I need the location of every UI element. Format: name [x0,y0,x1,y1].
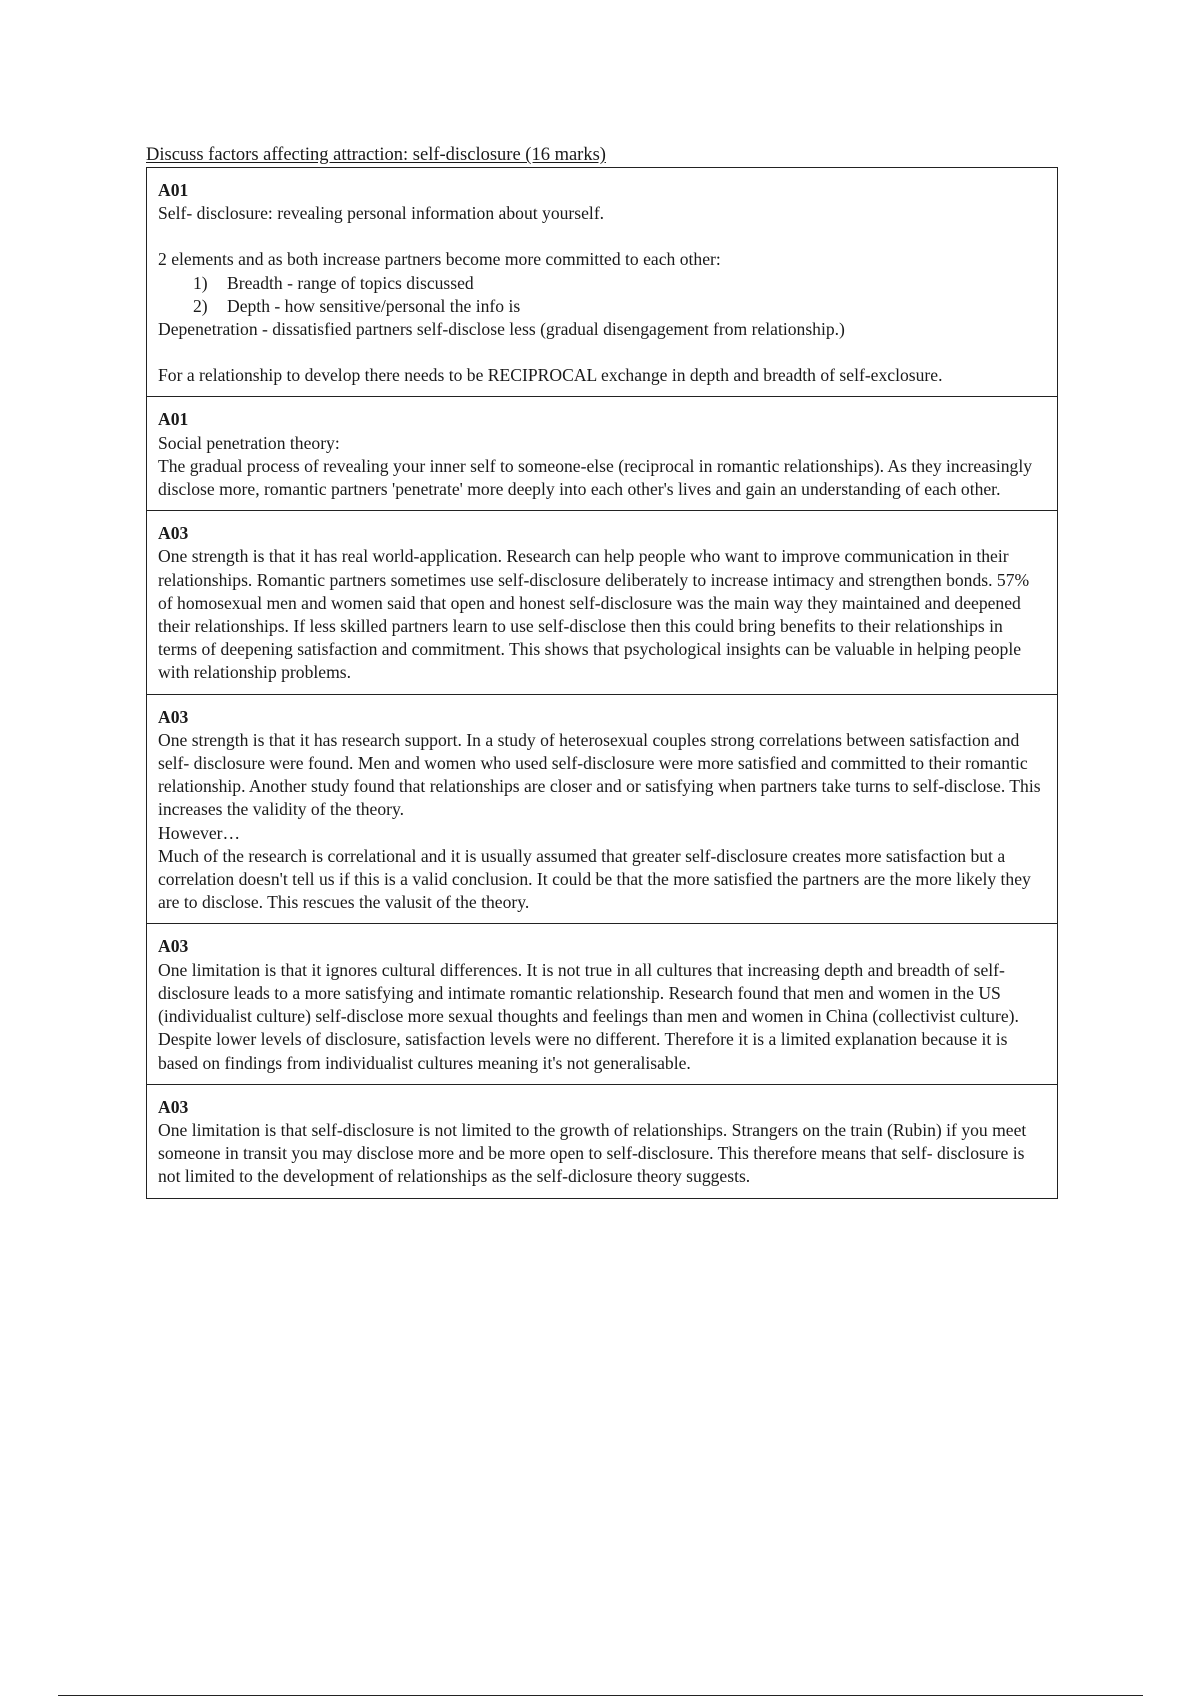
assessment-objective-heading: A03 [158,706,189,727]
list-item-text: Breadth - range of topics discussed [227,272,474,293]
evaluation-text: One limitation is that it ignores cultural differences. It is not true in all cultures that increasing depth and breadth of self-disclosure leads to a more satisfying and intimate romantic relationship. Research found that men and women in the US (individualist culture) self-disclose more sexual thoughts and feelings than men and women in China (collectivist culture). Despite lower levels of disclosure, satisfaction levels were no different. Therefore it is a limited explanation because it is based on findings from individualist cultures meaning it's not generalisable. [158,959,1019,1073]
list-number: 2) [193,295,208,316]
table-row [147,924,1058,1084]
spacer [158,225,1046,248]
list-item [158,295,1046,318]
reciprocal-text: For a relationship to develop there needs to be RECIPROCAL exchange in depth and breadth of self-exclosure. [158,365,943,386]
list-item [158,272,1046,295]
counterpoint-text: Much of the research is correlational and it is usually assumed that greater self-disclosure creates more satisfaction but a correlation doesn't tell us if this is a valid conclusion. It could be that the more satisfied the partners are the more likely they are to disclose. This rescues the valusit of the theory. [158,845,1031,913]
table-row [147,511,1058,694]
definition-text: Self- disclosure: revealing personal information about yourself. [158,203,605,224]
list-item-text: Depth - how sensitive/personal the info is [227,295,521,316]
evaluation-text: One strength is that it has real world-application. Research can help people who want to improve communication in their relationships. Romantic partners sometimes use self-disclosure deliberately to increase intimacy and strengthen bonds. 57% of homosexual men and women said that open and honest self-disclosure was the main way they maintained and deepened their relationships. If less skilled partners learn to use self-disclose then this could bring benefits to their relationships in terms of deepening satisfaction and commitment. This shows that psychological insights can be valuable in helping people with relationship problems. [158,546,1030,683]
table-cell-ao1-theory [147,397,1058,511]
theory-body-text: The gradual process of revealing your inner self to someone-else (reciprocal in romantic relationships). As they increasingly disclose more, romantic partners 'penetrate' more deeply into each other's lives and gain an understanding of each other. [158,455,1033,500]
list-number: 1) [193,272,208,293]
assessment-objective-heading: A03 [158,523,189,544]
depenetration-text: Depenetration - dissatisfied partners self-disclose less (gradual disengagement from relationship.) [158,319,845,340]
footer-divider [58,1695,1143,1696]
page-title: Discuss factors affecting attraction: self-disclosure (16 marks) [146,145,606,165]
however-text: However… [158,822,241,843]
elements-intro-text: 2 elements and as both increase partners become more committed to each other: [158,249,721,270]
table-cell-ao3-limitation [147,1084,1058,1198]
table-row [147,397,1058,511]
table-cell-ao3-application [147,511,1058,694]
table-row [147,694,1058,924]
table-cell-ao3-research-support [147,694,1058,924]
essay-plan-table [146,167,1058,1199]
table-row [147,168,1058,397]
spacer [158,341,1046,364]
assessment-objective-heading: A03 [158,1096,189,1117]
evaluation-text: One limitation is that self-disclosure is not limited to the growth of relationships. Strangers on the train (Rubin) if you meet someone in transit you may disclose more and be more open to self-disclosure. This therefore means that self- disclosure is not limited to the development of relationships as the self-diclosure theory suggests. [158,1119,1027,1187]
table-cell-ao1-definition [147,168,1058,397]
assessment-objective-heading: A01 [158,409,189,430]
table-cell-ao3-cultural [147,924,1058,1084]
evaluation-text: One strength is that it has research support. In a study of heterosexual couples strong correlations between satisfaction and self- disclosure were found. Men and women who used self-disclosure were more satisfied and committed to their romantic relationship. Another study found that relationships are closer and or satisfying when partners take turns to self-disclose. This increases the validity of the theory. [158,729,1041,820]
theory-subheading: Social penetration theory: [158,432,340,453]
assessment-objective-heading: A01 [158,180,189,200]
assessment-objective-heading: A03 [158,936,189,957]
table-row [147,1084,1058,1198]
